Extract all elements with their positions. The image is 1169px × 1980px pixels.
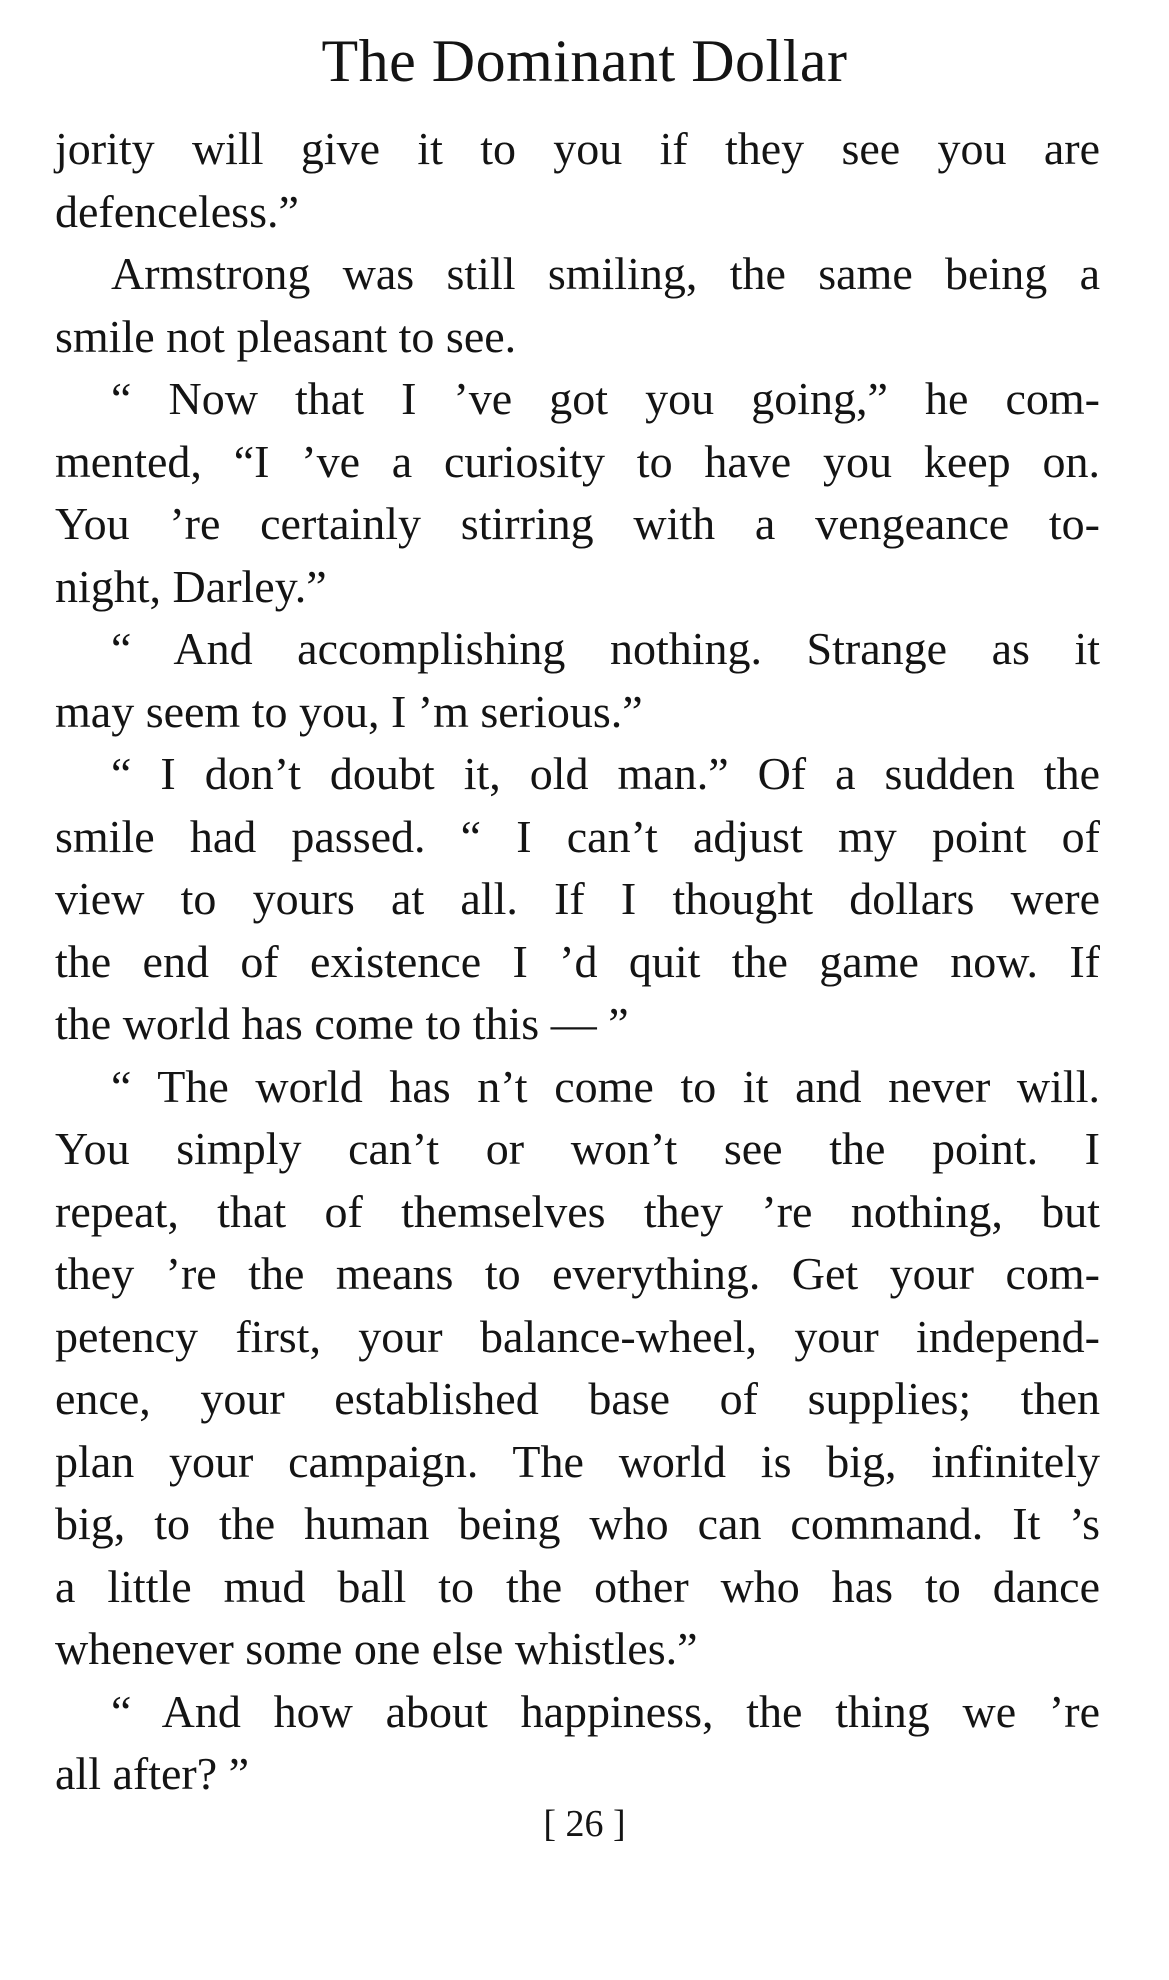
text-line: they ’re the means to everything. Get your com-	[55, 1248, 1100, 1299]
text-line: the world has come to this — ”	[55, 998, 629, 1049]
text-line: plan your campaign. The world is big, infinitely	[55, 1435, 1100, 1487]
text-line: petency first, your balance-wheel, your independ-	[55, 1310, 1100, 1362]
text-line: big, to the human being who can command. It ’s	[55, 1498, 1100, 1549]
text-line: “ And accomplishing nothing. Strange as it	[111, 623, 1100, 674]
text-line: “ The world has n’t come to it and never will.	[111, 1060, 1100, 1112]
text-line: “ Now that I ’ve got you going,” he com-	[111, 373, 1100, 424]
text-line: may seem to you, I ’m serious.”	[55, 685, 643, 737]
text-line: jority will give it to you if they see you are	[55, 123, 1100, 174]
text-line: “ I don’t doubt it, old man.” Of a sudden the	[111, 748, 1100, 799]
text-line: all after? ”	[55, 1748, 250, 1799]
text-line: smile had passed. “ I can’t adjust my point of	[55, 810, 1100, 862]
text-line: You simply can’t or won’t see the point. I	[55, 1123, 1100, 1174]
page-number: [ 26 ]	[543, 1803, 626, 1845]
text-line: the end of existence I ’d quit the game now. If	[55, 935, 1100, 987]
body-text	[55, 118, 1100, 1806]
text-line: defenceless.”	[55, 185, 299, 237]
text-line: repeat, that of themselves they ’re nothing, but	[55, 1185, 1100, 1237]
text-line: night, Darley.”	[55, 560, 327, 612]
text-line: Armstrong was still smiling, the same being a	[111, 248, 1100, 299]
text-line: mented, “I ’ve a curiosity to have you keep on.	[55, 435, 1100, 487]
text-line: a little mud ball to the other who has to dance	[55, 1560, 1100, 1612]
text-line: smile not pleasant to see.	[55, 310, 517, 362]
text-line: ence, your established base of supplies; then	[55, 1373, 1100, 1424]
text-line: You ’re certainly stirring with a vengeance to-	[55, 498, 1100, 549]
text-line: view to yours at all. If I thought dollars were	[55, 873, 1100, 924]
text-line: whenever some one else whistles.”	[55, 1623, 698, 1674]
running-head: The Dominant Dollar	[321, 28, 848, 94]
text-line: “ And how about happiness, the thing we ’re	[111, 1685, 1100, 1737]
